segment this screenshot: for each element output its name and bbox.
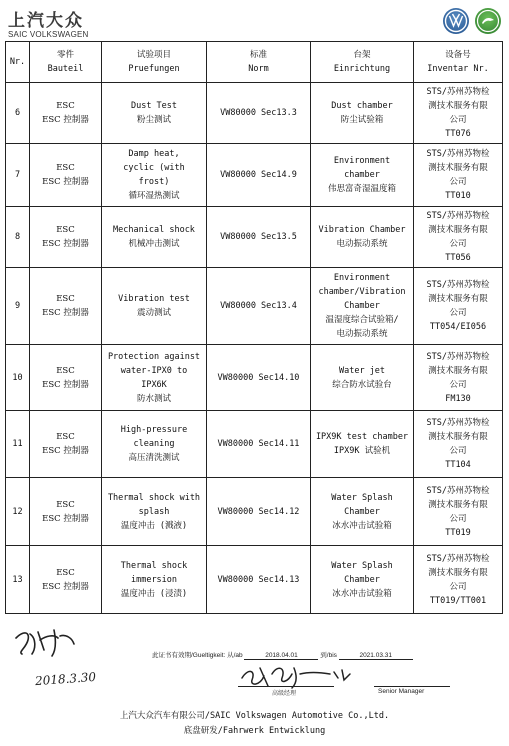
cell-norm: VW80000 Sec14.12 [207,478,311,546]
table-row [6,144,503,207]
cell-test: Thermal shock immersion 温度冲击 (浸渍) [102,546,207,614]
header-rig: 台架 Einrichtung [311,42,414,83]
cell-nr: 9 [6,268,30,345]
cell-part: ESC ESC 控制器 [30,546,102,614]
cell-norm: VW80000 Sec14.13 [207,546,311,614]
cell-norm: VW80000 Sec13.5 [207,207,311,268]
cell-test: Damp heat, cyclic (with frost) 循环湿热测试 [102,144,207,207]
cell-nr: 6 [6,83,30,144]
cell-test: Protection against water-IPX0 to IPX6K 防水测试 [102,345,207,411]
cell-norm: VW80000 Sec14.10 [207,345,311,411]
validity-from: 2018.04.01 [244,652,318,660]
cell-part: ESC ESC 控制器 [30,478,102,546]
cell-nr: 12 [6,478,30,546]
cell-nr: 13 [6,546,30,614]
header-test: 试验项目 Pruefungen [102,42,207,83]
cell-part: ESC ESC 控制器 [30,144,102,207]
department-name: 底盘研发/Fahrwerk Entwicklung [183,726,326,736]
table-row [6,268,503,345]
cell-inventory: STS/苏州苏物检 测技术服务有限 公司 TT010 [414,144,503,207]
table-row [6,546,503,614]
cell-inventory: STS/苏州苏物检 测技术服务有限 公司 TT104 [414,411,503,478]
cell-test: Dust Test 粉尘测试 [102,83,207,144]
cell-inventory: STS/苏州苏物检 测技术服务有限 公司 FM130 [414,345,503,411]
validity-to-label: 到/bis [320,652,337,659]
cell-norm: VW80000 Sec13.3 [207,83,311,144]
table-row [6,411,503,478]
table-row [6,207,503,268]
cell-rig: IPX9K test chamber IPX9K 试验机 [311,411,414,478]
cell-inventory: STS/苏州苏物检 测技术服务有限 公司 TT076 [414,83,503,144]
cell-rig: Water jet 综合防水试验台 [311,345,414,411]
cell-inventory: STS/苏州苏物检 测技术服务有限 公司 TT056 [414,207,503,268]
cell-test: Mechanical shock 机械冲击测试 [102,207,207,268]
cell-part: ESC ESC 控制器 [30,411,102,478]
header-part: 零件 Bauteil [30,42,102,83]
header-norm: 标准 Norm [207,42,311,83]
brand-name-en: SAIC VOLKSWAGEN [8,30,89,39]
certificate-footer [0,620,509,746]
cell-test: Vibration test 震动测试 [102,268,207,345]
cell-norm: VW80000 Sec13.4 [207,268,311,345]
manager-title-line [374,686,450,687]
vw-logo-icon [443,8,469,34]
cell-rig: Water Splash Chamber 冰水冲击试验箱 [311,546,414,614]
table-row [6,478,503,546]
table-row [6,345,503,411]
signature-left [10,624,80,664]
cell-inventory: STS/苏州苏物检 测技术服务有限 公司 TT054/EI056 [414,268,503,345]
brand-name-cn: 上汽大众 [8,11,84,31]
cell-part: ESC ESC 控制器 [30,268,102,345]
signature-manager [238,656,378,694]
signature-left-date: 2018.3.30 [34,669,97,689]
table-row [6,83,503,144]
table-header-row [6,42,503,83]
validity-label: 此证书有效期/Gueltigkeit: 从/ab [152,652,243,659]
cell-norm: VW80000 Sec14.9 [207,144,311,207]
cell-rig: Vibration Chamber 电动振动系统 [311,207,414,268]
cell-norm: VW80000 Sec14.11 [207,411,311,478]
cell-test: High-pressure cleaning 高压清洗测试 [102,411,207,478]
cell-rig: Dust chamber 防尘试验箱 [311,83,414,144]
test-equipment-table [5,41,503,614]
logo-group [443,8,501,34]
cell-nr: 8 [6,207,30,268]
cell-inventory: STS/苏州苏物检 测技术服务有限 公司 TT019/TT001 [414,546,503,614]
brand-logo [8,6,89,39]
manager-title-en: Senior Manager [378,688,425,695]
cell-nr: 10 [6,345,30,411]
header-inventory: 设备号 Inventar Nr. [414,42,503,83]
manager-signature-line [238,686,334,687]
cell-nr: 11 [6,411,30,478]
cell-rig: Environment chamber 伟思富奇湿温度箱 [311,144,414,207]
cell-inventory: STS/苏州苏物检 测技术服务有限 公司 TT019 [414,478,503,546]
company-name: 上汽大众汽车有限公司/SAIC Volkswagen Automotive Co.,Ltd. [119,711,390,721]
cell-part: ESC ESC 控制器 [30,207,102,268]
manager-title-cn: 高级经理 [272,690,297,697]
header-nr: Nr. [6,42,30,83]
skoda-logo-icon [475,8,501,34]
cell-part: ESC ESC 控制器 [30,345,102,411]
cell-test: Thermal shock with splash 温度冲击 (溅液) [102,478,207,546]
cell-rig: Environment chamber/Vibration Chamber 温湿度综合试验箱/ 电动振动系统 [311,268,414,345]
cell-nr: 7 [6,144,30,207]
cell-part: ESC ESC 控制器 [30,83,102,144]
validity-to: 2021.03.31 [339,652,413,660]
cell-rig: Water Splash Chamber 冰水冲击试验箱 [311,478,414,546]
